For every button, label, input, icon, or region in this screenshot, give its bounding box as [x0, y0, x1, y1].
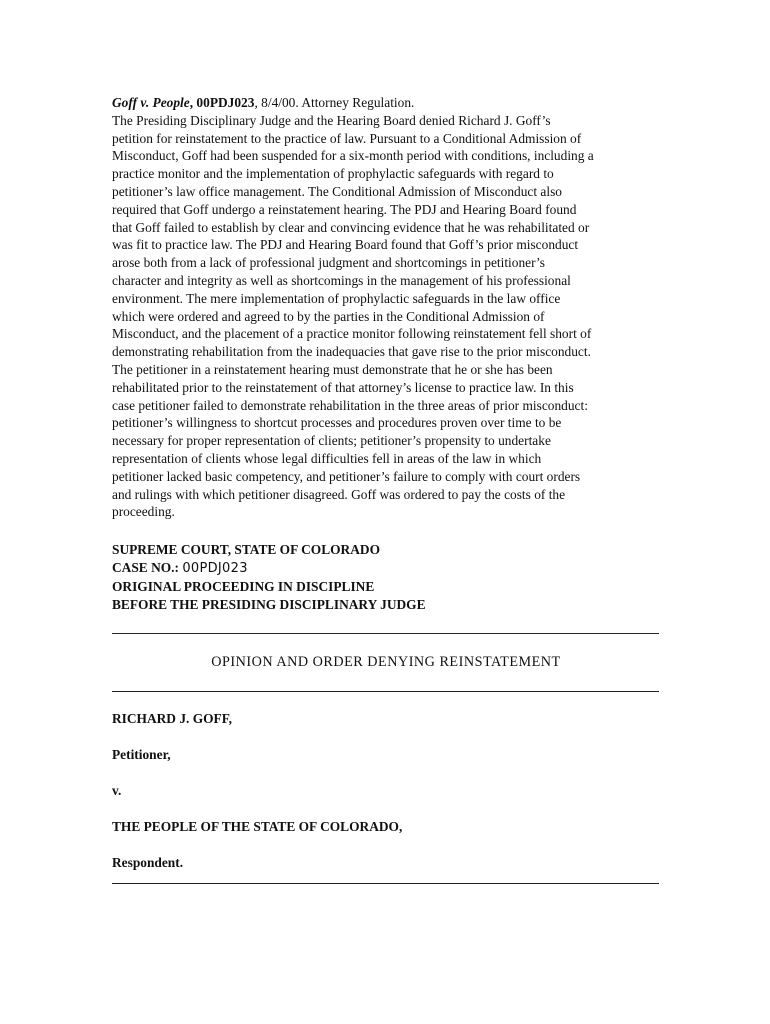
headnote-line: that Goff failed to establish by clear and convincing evidence that he was rehabilitated or: [112, 219, 590, 235]
headnote-line: rehabilitated prior to the reinstatement of that attorney’s license to practice law. In this: [112, 379, 574, 395]
headnote-line: petitioner lacked basic competency, and petitioner’s failure to comply with court orders: [112, 468, 581, 484]
respondent-name: THE PEOPLE OF THE STATE OF COLORADO,: [112, 818, 403, 834]
headnote-paragraph: [112, 94, 660, 521]
case-name: Goff v. People: [112, 95, 190, 110]
respondent-role: Respondent.: [112, 854, 184, 870]
headnote-line: The petitioner in a reinstatement hearing must demonstrate that he or she has been: [112, 361, 553, 377]
headnote-line: character and integrity as well as shortcomings in the management of his professional: [112, 272, 571, 288]
versus: v.: [112, 782, 122, 798]
divider-bottom: [112, 883, 659, 884]
headnote-line: and rulings with which petitioner disagreed. Goff was ordered to pay the costs of the: [112, 486, 566, 502]
case-no-value: 00PDJ023: [182, 560, 248, 576]
petitioner-role: Petitioner,: [112, 747, 171, 763]
headnote-line: Misconduct, Goff had been suspended for a six-month period with conditions, including a: [112, 148, 594, 164]
headnote-citation-line: Goff v. People, 00PDJ023, 8/4/00. Attorney Regulation.: [112, 95, 415, 110]
proceeding-type: ORIGINAL PROCEEDING IN DISCIPLINE: [112, 578, 375, 594]
headnote-line: petition for reinstatement to the practice of law. Pursuant to a Conditional Admission of: [112, 130, 582, 146]
case-number: 00PDJ023: [196, 95, 255, 110]
headnote-line: demonstrating rehabilitation from the inadequacies that gave rise to the prior misconduct.: [112, 344, 591, 360]
headnote-line: The Presiding Disciplinary Judge and the Hearing Board denied Richard J. Goff’s: [112, 112, 551, 128]
headnote-line: environment. The mere implementation of prophylactic safeguards in the law office: [112, 290, 561, 306]
order-title: OPINION AND ORDER DENYING REINSTATEMENT: [211, 654, 561, 671]
before-judge: BEFORE THE PRESIDING DISCIPLINARY JUDGE: [112, 596, 426, 612]
headnote-line: case petitioner failed to demonstrate rehabilitation in the three areas of prior misconduct:: [112, 397, 588, 413]
headnote-line: proceeding.: [112, 504, 175, 520]
petitioner-name: RICHARD J. GOFF,: [112, 711, 233, 727]
case-no-label: CASE NO.:: [112, 559, 179, 575]
headnote-line: arose both from a lack of professional judgment and shortcomings in petitioner’s: [112, 255, 545, 271]
parties-block: [112, 710, 660, 871]
headnote-line: petitioner’s willingness to shortcut processes and procedures proven over time to be: [112, 415, 562, 431]
case-caption: [112, 541, 660, 613]
court-name: SUPREME COURT, STATE OF COLORADO: [112, 542, 380, 558]
headnote-line: necessary for proper representation of clients; petitioner’s propensity to undertake: [112, 433, 551, 449]
headnote-line: Misconduct, and the placement of a practice monitor following reinstatement fell short of: [112, 326, 592, 342]
headnote-line: petitioner’s law office management. The Conditional Admission of Misconduct also: [112, 183, 562, 199]
headnote-line: representation of clients whose legal difficulties fell in areas of the law in which: [112, 450, 542, 466]
case-no-line: [112, 559, 660, 578]
divider-top: [112, 633, 659, 634]
headnote-line: practice monitor and the implementation of prophylactic safeguards with regard to: [112, 166, 554, 182]
headnote-line: which were ordered and agreed to by the parties in the Conditional Admission of: [112, 308, 545, 324]
citation-rest: , 8/4/00. Attorney Regulation.: [254, 95, 415, 110]
divider-middle: [112, 691, 659, 692]
document-page: [112, 94, 660, 884]
headnote-line: required that Goff undergo a reinstatement hearing. The PDJ and Hearing Board found: [112, 201, 577, 217]
headnote-line: was fit to practice law. The PDJ and Hearing Board found that Goff’s prior misconduct: [112, 237, 579, 253]
